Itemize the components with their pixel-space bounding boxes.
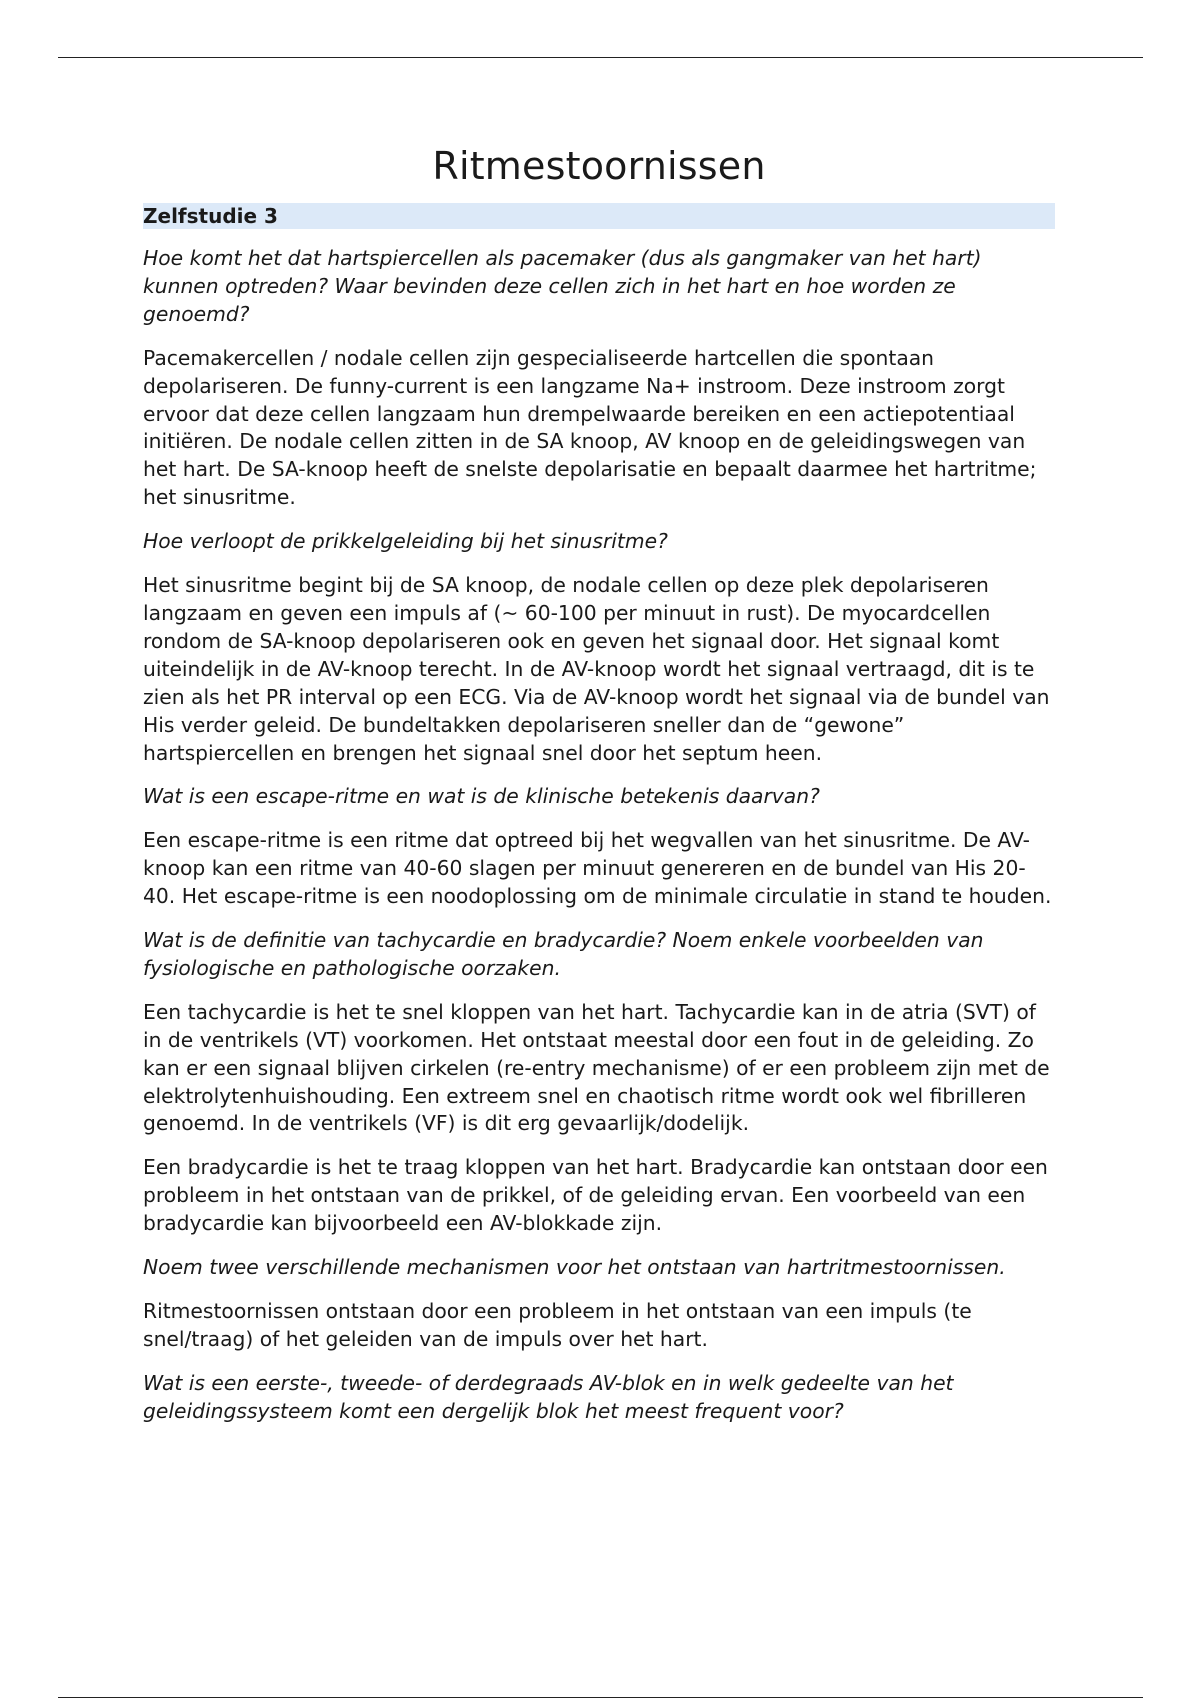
answer-sinus-conduction: Het sinusritme begint bij de SA knoop, de nodale cellen op deze plek depolariseren langzaam en geven een impuls af (~ 60-100 per minuut in rust). De myocardcellen rondom de SA-knoop depolariseren ook en geven het signaal door. Het signaal komt uiteindelijk in de AV-knoop terecht. In de AV-knoop wordt het signaal vertraagd, dit is te zien als het PR interval op een ECG. Via de AV-knoop wordt het signaal via de bundel van His verder geleid. De bundeltakken depolariseren sneller dan de “gewone” hartspiercellen en brengen het signaal snel door het septum heen.: [143, 573, 1050, 765]
answer-bradycardia: Een bradycardie is het te traag kloppen van het hart. Bradycardie kan ontstaan door een probleem in het ontstaan van de prikkel, of de geleiding ervan. Een voorbeeld van een bradycardie kan bijvoorbeeld een AV-blokkade zijn.: [143, 1155, 1048, 1236]
question-tachy-brady: Wat is de definitie van tachycardie en bradycardie? Noem enkele voorbeelden van fysiologische en pathologische oorzaken.: [143, 928, 984, 980]
question-av-block: Wat is een eerste-, tweede- of derdegraads AV-blok en in welk gedeelte van het geleidingssysteem komt een dergelijk blok het meest frequent voor?: [143, 1370, 954, 1423]
answer-escape-rhythm: Een escape-ritme is een ritme dat optreed bij het wegvallen van het sinusritme. De AV-knoop kan een ritme van 40-60 slagen per minuut genereren en de bundel van His 20-40. Het escape-ritme is een noodoplossing om de minimale circulatie in stand te houden.: [143, 828, 1052, 909]
answer-pacemaker: Pacemakercellen / nodale cellen zijn gespecialiseerde hartcellen die spontaan depolariseren. De funny-current is een langzame Na+ instroom. Deze instroom zorgt ervoor dat deze cellen langzaam hun drempelwaarde bereiken en een actiepotentiaal initiëren. De nodale cellen zitten in de SA knoop, AV knoop en de geleidingswegen van het hart. De SA-knoop heeft de snelste depolarisatie en bepaalt daarmee het hartritme; het sinusritme.: [143, 345, 1037, 510]
document-title: Ritmestoornissen: [432, 144, 766, 188]
answer-mechanisms: Ritmestoornissen ontstaan door een probleem in het ontstaan van een impuls (te snel/traag) of het geleiden van de impuls over het hart.: [143, 1299, 972, 1351]
header-rule: [58, 57, 1143, 58]
question-escape-rhythm: Wat is een escape-ritme en wat is de klinische betekenis daarvan?: [143, 784, 820, 809]
section-heading: Zelfstudie 3: [143, 203, 1055, 229]
footer-rule: [58, 1697, 1143, 1698]
question-pacemaker: Hoe komt het dat hartspiercellen als pacemaker (dus als gangmaker van het hart) kunnen optreden? Waar bevinden deze cellen zich in het hart en hoe worden ze genoemd?: [143, 246, 982, 326]
question-sinus-conduction: Hoe verloopt de prikkelgeleiding bij het sinusritme?: [143, 529, 668, 554]
answer-tachycardia: Een tachycardie is het te snel kloppen van het hart. Tachycardie kan in de atria (SVT) of in de ventrikels (VT) voorkomen. Het ontstaat meestal door een fout in de geleiding. Zo kan er een signaal blijven cirkelen (re-entry mechanisme) of er een probleem zijn met de elektrolytenhuishouding. Een extreem snel en chaotisch ritme wordt ook wel fibrilleren genoemd. In de ventrikels (VF) is dit erg gevaarlijk/dodelijk.: [143, 999, 1050, 1136]
document-body: [143, 140, 1055, 1442]
question-mechanisms: Noem twee verschillende mechanismen voor het ontstaan van hartritmestoornissen.: [143, 1255, 1006, 1280]
